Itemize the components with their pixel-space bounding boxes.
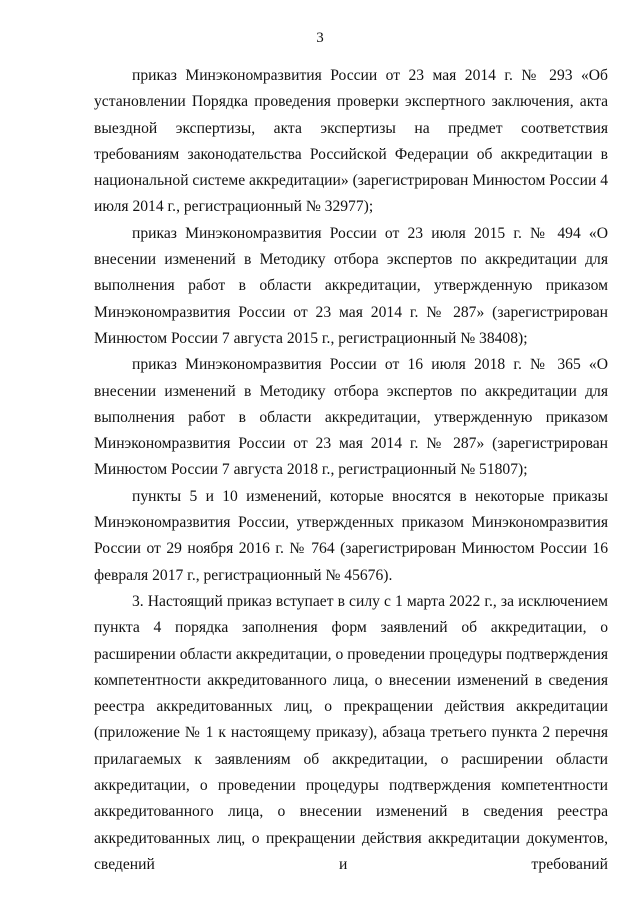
paragraph-order-494: приказ Минэкономразвития России от 23 июля 2015 г. № 494 «О внесении изменений в Методику отбора экспертов по аккредитации для выполнения работ в области аккредитации, утвержденную приказом Минэкономразвития России от 23 мая 2014 г. № 287» (зарегистрирован Минюстом России 7 августа 2015 г., регистрационный № 38408); bbox=[94, 224, 608, 347]
page-number: 3 bbox=[316, 30, 324, 46]
paragraph-effective-date: 3. Настоящий приказ вступает в силу с 1 марта 2022 г., за исключением пункта 4 порядка заполнения форм заявлений об аккредитации, о расширении области аккредитации, о проведении процедуры подтверждения компетентности аккредитованного лица, о внесении изменений в сведения реестра аккредитованных лиц, о прекращении действия аккредитации (приложение № 1 к настоящему приказу), абзаца третьего пункта 2 перечня прилагаемых к заявлениям об аккредитации, о расширении области аккредитации, о проведении процедуры подтверждения компетентности аккредитованного лица, о внесении изменений в сведения реестра аккредитованных лиц, о прекращении действия аккредитации документов, сведений и требований bbox=[94, 592, 608, 873]
paragraph-order-764-items: пункты 5 и 10 изменений, которые вносятся в некоторые приказы Минэкономразвития России, утвержденных приказом Минэкономразвития России от 29 ноября 2016 г. № 764 (зарегистрирован Минюстом России 16 февраля 2017 г., регистрационный № 45676). bbox=[94, 487, 608, 584]
paragraph-order-293: приказ Минэкономразвития России от 23 мая 2014 г. № 293 «Об установлении Порядка проведения проверки экспертного заключения, акта выездной экспертизы, акта экспертизы на предмет соответствия требованиям законодательства Российской Федерации об аккредитации в национальной системе аккредитации» (зарегистрирован Минюстом России 4 июля 2014 г., регистрационный № 32977); bbox=[94, 67, 608, 216]
paragraph-order-365: приказ Минэкономразвития России от 16 июля 2018 г. № 365 «О внесении изменений в Методику отбора экспертов по аккредитации для выполнения работ в области аккредитации, утвержденную приказом Минэкономразвития России от 23 мая 2014 г. № 287» (зарегистрирован Минюстом России 7 августа 2018 г., регистрационный № 51807); bbox=[94, 356, 608, 479]
document-body bbox=[94, 63, 608, 878]
